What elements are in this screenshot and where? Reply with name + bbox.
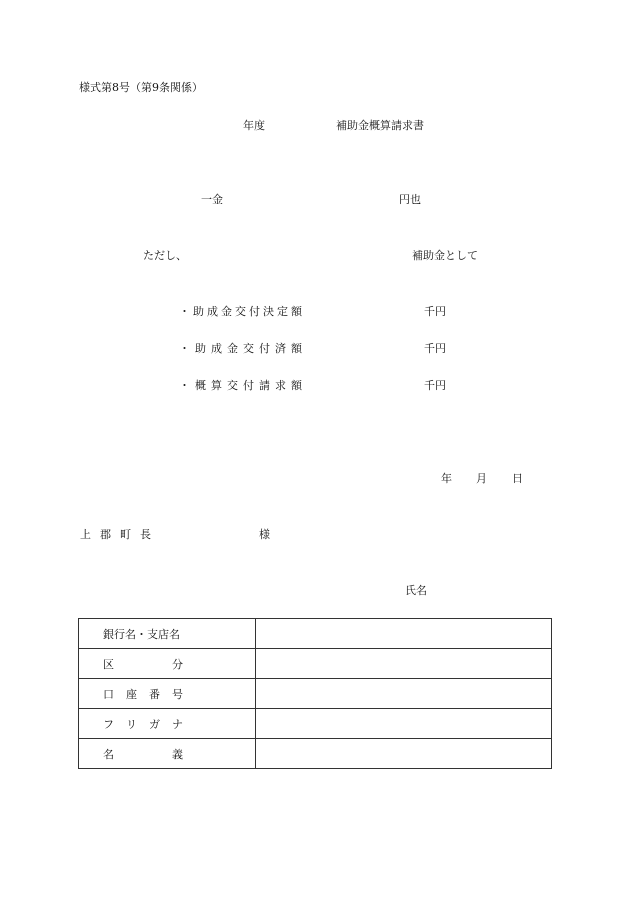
account-number-value[interactable] bbox=[256, 679, 552, 709]
bank-branch-value[interactable] bbox=[256, 619, 552, 649]
furigana-value[interactable] bbox=[256, 709, 552, 739]
account-number-label-char-4: 号 bbox=[172, 687, 183, 701]
page-title: 補助金概算請求書 bbox=[336, 119, 424, 132]
table-row bbox=[79, 619, 552, 649]
date-month-label: 月 bbox=[476, 472, 487, 485]
breakdown-label-requested: ・概算交付請求額 bbox=[179, 379, 307, 392]
breakdown-label-paid: ・助成金交付済額 bbox=[179, 342, 307, 355]
form-number: 様式第8号（第9条関係） bbox=[79, 81, 203, 94]
account-number-label-char-1: 口 bbox=[103, 687, 114, 701]
amount-prefix: 一金 bbox=[201, 193, 223, 206]
date-day-label: 日 bbox=[512, 472, 523, 485]
account-holder-label-cell bbox=[79, 739, 256, 769]
furigana-label-char-2: リ bbox=[126, 717, 137, 731]
furigana-label-cell bbox=[79, 709, 256, 739]
account-holder-label bbox=[103, 746, 183, 762]
title-year-label: 年度 bbox=[243, 119, 265, 132]
purpose-suffix: 補助金として bbox=[412, 249, 478, 262]
account-number-label-cell bbox=[79, 679, 256, 709]
breakdown-unit-decided: 千円 bbox=[424, 305, 446, 318]
table-row bbox=[79, 739, 552, 769]
bank-branch-label: 銀行名・支店名 bbox=[103, 627, 180, 641]
applicant-name-label: 氏名 bbox=[405, 584, 427, 597]
furigana-label bbox=[103, 716, 183, 732]
breakdown-unit-paid: 千円 bbox=[424, 342, 446, 355]
account-holder-label-char-1: 名 bbox=[103, 747, 114, 761]
furigana-label-char-1: フ bbox=[103, 717, 114, 731]
furigana-label-char-4: ナ bbox=[172, 717, 183, 731]
account-type-value[interactable] bbox=[256, 649, 552, 679]
account-number-label bbox=[103, 686, 183, 702]
bank-branch-label-cell bbox=[79, 619, 256, 649]
furigana-label-char-3: ガ bbox=[149, 717, 160, 731]
addressee-honorific: 様 bbox=[259, 528, 270, 541]
account-type-label-cell bbox=[79, 649, 256, 679]
breakdown-unit-requested: 千円 bbox=[424, 379, 446, 392]
table-row bbox=[79, 649, 552, 679]
amount-suffix: 円也 bbox=[399, 193, 421, 206]
account-holder-value[interactable] bbox=[256, 739, 552, 769]
account-holder-label-char-2: 義 bbox=[172, 747, 183, 761]
date-year-label: 年 bbox=[441, 472, 452, 485]
account-type-label bbox=[103, 656, 183, 672]
account-number-label-char-3: 番 bbox=[149, 687, 160, 701]
account-type-label-char-2: 分 bbox=[172, 657, 183, 671]
account-number-label-char-2: 座 bbox=[126, 687, 137, 701]
purpose-prefix: ただし、 bbox=[143, 249, 187, 262]
table-row bbox=[79, 709, 552, 739]
addressee-name: 上郡町長 bbox=[80, 528, 160, 541]
breakdown-label-decided: ・助成金交付決定額 bbox=[179, 305, 305, 318]
bank-info-table bbox=[78, 618, 552, 769]
table-row bbox=[79, 679, 552, 709]
account-type-label-char-1: 区 bbox=[103, 657, 114, 671]
